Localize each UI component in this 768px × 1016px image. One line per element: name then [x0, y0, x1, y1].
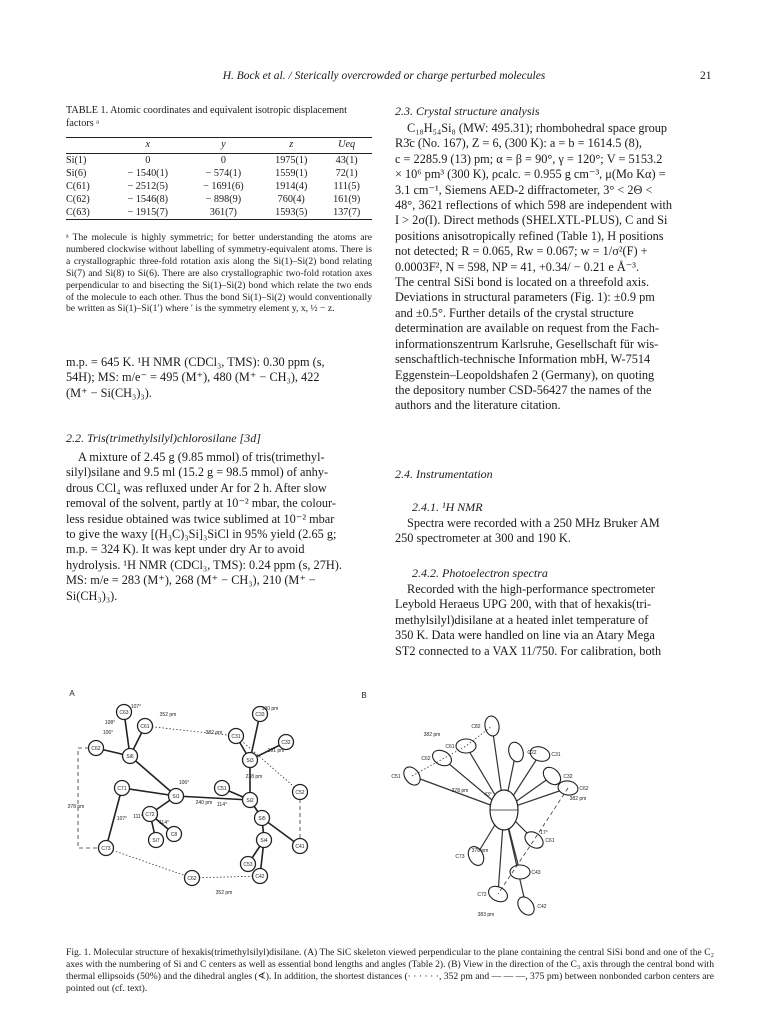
- text-line: senschaftlich-technische Information mbH, W-7514: [395, 352, 651, 367]
- table-cell: − 1915(7): [127, 207, 169, 218]
- table-cell: 111(5): [333, 181, 360, 192]
- measurement-label: 382 pm: [423, 732, 441, 738]
- table-cell: 1593(5): [275, 207, 308, 218]
- table-cell: − 898(9): [205, 194, 242, 205]
- atom-label: C52: [295, 790, 305, 796]
- text-line: × 10⁶ pm³ (300 K), ρcalc. = 0.955 g cm⁻³, μ(Mo Kα) =: [395, 167, 666, 182]
- atom-label: Si3: [246, 758, 254, 764]
- section-2-3-paragraph: [395, 121, 711, 414]
- text-line: removal of the solvent, partly at 10⁻² mbar, the colour-: [66, 496, 336, 511]
- measurement-label: 107°: [116, 816, 128, 822]
- contact-dotted-line: [192, 876, 260, 878]
- atom-label: C31: [231, 734, 241, 740]
- table-cell: − 1546(8): [127, 194, 169, 205]
- table-cell: − 574(1): [205, 168, 242, 179]
- text-line: Si(CH₃)₃).: [66, 588, 118, 603]
- table-row: [66, 193, 372, 206]
- atom-label: C62: [579, 786, 589, 792]
- col-header: Ueq: [338, 139, 356, 150]
- atom-label: C72: [477, 892, 487, 898]
- col-header: [66, 138, 110, 154]
- atom-label: C32: [281, 740, 291, 746]
- table-cell: 0: [220, 155, 226, 166]
- section-2-2-paragraph: [66, 450, 372, 604]
- text-line: Recorded with the high-performance spectrometer: [407, 582, 655, 596]
- text-line: less residue obtained was twice sublimed at 10⁻² mbar: [66, 511, 335, 526]
- atom-label: C62: [187, 876, 197, 882]
- measurement-label: 114°: [217, 802, 227, 808]
- atom-ellipsoid: [514, 894, 537, 918]
- table-cell: 1914(4): [275, 181, 308, 192]
- text-line: silyl)silane and 9.5 ml (15.2 g = 98.5 mmol) of anhy-: [66, 465, 329, 480]
- text-line: 54H); MS: m/e⁻ = 495 (M⁺), 480 (M⁺ − CH₃), 422: [66, 370, 320, 385]
- text-line: to give the waxy [(H₃C)₃Si]₃SiCl in 95% yield (2.65 g;: [66, 527, 337, 542]
- text-line: Eggenstein–Leopoldshafen 2 (Germany), on quoting: [395, 367, 655, 382]
- table-cell: Si(6): [66, 168, 87, 179]
- atom-label: Si1: [172, 794, 180, 800]
- text-line: MS: m/e = 283 (M⁺), 268 (M⁺ − CH₃), 210 (M⁺ −: [66, 573, 316, 588]
- table-footnote: ᵃ The molecule is highly symmetric; for better understanding the atoms are numbered clockwise without labelling of symmetry-equivalent atoms. There is a crystallographic three-fold rotation axis along the Si(1)–Si(2) bond relating Si(7) and Si(8) to Si(6). There are also crystallographic two-fold rotation axes perpendicular to and bisecting the Si(1)–Si(2) bond which relate the two ends of the molecule to each other. Thus the bond Si(1)–Si(2) would conventionally be written as Si(1)–Si(1′) where ′ is the symmetry element y, x, ½ − z.: [66, 232, 372, 315]
- table-row: [66, 154, 372, 168]
- table-cell: C(61): [66, 181, 90, 192]
- panel-a: [68, 689, 308, 896]
- coordinates-table: [66, 137, 372, 220]
- atom-label: C32: [563, 774, 573, 780]
- text-line: informationszentrum Karlsruhe, Gesellschaft für wis-: [395, 336, 659, 351]
- atom-label: C61: [140, 724, 150, 730]
- text-line: The central SiSi bond is located on a threefold axis.: [395, 275, 650, 290]
- table-cell: 0: [145, 155, 151, 166]
- table-row: [66, 167, 372, 180]
- mp-paragraph: [66, 355, 372, 401]
- atom-label: C31: [551, 752, 561, 758]
- atom-label: C53: [243, 862, 253, 868]
- text-line: m.p. = 645 K. ¹H NMR (CDCl₃, TMS): 0.30 ppm (s,: [66, 355, 325, 369]
- text-line: I > 2σ(I). Direct methods (SHELXTL-PLUS), C and Si: [395, 213, 668, 228]
- figure-caption: Fig. 1. Molecular structure of hexakis(trimethylsilyl)disilane. (A) The SiC skeleton viewed perpendicular to the plane containing the central SiSi bond and one of the C₂ axes with the numbering of Si and C centers as well as essential bond lengths and angles (Table 2). (B) View in the direction of the C₃ axis through the central bond with thermal ellipsoids (50%) and the dihedral angles (∢). In addition, the shortest distances (· · · · · ·, 352 pm and — — —, 375 pm) between nonbonded carbon centers are pointed out (cf. text).: [66, 947, 715, 994]
- section-2-4-2-paragraph: [395, 582, 711, 659]
- measurement-label: 378 pm: [67, 804, 85, 810]
- table-cell: 361(7): [209, 207, 237, 218]
- col-header: z: [289, 139, 294, 150]
- atom-label: Si7: [152, 838, 160, 844]
- text-line: Deviations in structural parameters (Fig. 1): ±0.9 pm: [395, 290, 655, 305]
- measurement-label: 107°: [130, 704, 142, 710]
- atom-label: C8: [170, 832, 178, 838]
- measurement-label: 17°: [540, 830, 548, 836]
- atom-label: C51: [391, 774, 401, 780]
- text-line: hydrolysis. ¹H NMR (CDCl₃, TMS): 0.24 ppm (s, 27H).: [66, 557, 342, 572]
- atom-label: C73: [455, 854, 465, 860]
- table-cell: C(62): [66, 194, 90, 205]
- text-line: c = 2285.9 (13) pm; α = β = 90°, γ = 120°; V = 5153.2: [395, 151, 663, 166]
- text-line: 3.1 cm⁻¹, Siemens AED-2 diffractometer, 3° < 2Θ <: [395, 182, 653, 197]
- table-cell: 72(1): [335, 168, 358, 179]
- measurement-label: 352 pm: [215, 890, 233, 896]
- measurement-label: 43°: [484, 792, 492, 798]
- section-2-4-1-paragraph: [395, 516, 711, 547]
- bond-line: [176, 796, 250, 800]
- table-cell: 161(9): [333, 194, 361, 205]
- atom-label: C61: [545, 838, 555, 844]
- atom-label: C41: [295, 844, 305, 850]
- text-line: m.p. = 324 K). It was kept under dry Ar to avoid: [66, 542, 305, 557]
- table-cell: 1559(1): [275, 168, 308, 179]
- section-heading-2-4-1: 2.4.1. ¹H NMR: [412, 500, 483, 514]
- contact-dashed-line: [78, 748, 106, 848]
- table-cell: − 1691(6): [203, 181, 244, 192]
- text-line: C₁₈H₅₄Si₈ (MW: 495.31); rhombohedral space group: [407, 121, 668, 135]
- measurement-label: 106°: [102, 730, 114, 736]
- atom-label: C82: [471, 724, 481, 730]
- page-number: 21: [700, 70, 712, 82]
- table-cell: Si(1): [66, 155, 87, 166]
- atom-label: Si2: [246, 798, 254, 804]
- running-title: H. Bock et al. / Sterically overcrowded or charge perturbed molecules: [222, 70, 546, 82]
- atom-label: C43: [531, 870, 541, 876]
- text-line: authors and the literature citation.: [395, 398, 561, 413]
- measurement-label: 190 pm: [261, 706, 279, 712]
- contact-dotted-line: [106, 848, 192, 878]
- section-heading-2-2: 2.2. Tris(trimethylsilyl)chlorosilane [3d]: [66, 431, 261, 445]
- table-cell: 760(4): [277, 194, 305, 205]
- text-line: and ±0.5°. Further details of the crystal structure: [395, 305, 634, 320]
- measurement-label: 111°: [133, 814, 143, 820]
- atom-label: C73: [101, 846, 111, 852]
- text-line: Spectra were recorded with a 250 MHz Bruker AM: [407, 516, 660, 530]
- atom-label: Si4: [260, 838, 268, 844]
- text-line: methylsilyl)disilane at a heated inlet temperature of: [395, 612, 649, 627]
- text-line: ST2 connected to a VAX 11/750. For calibration, both: [395, 643, 662, 658]
- atom-label: C22: [527, 750, 537, 756]
- table-cell: C(63): [66, 207, 90, 218]
- contact-dotted-line: [145, 726, 236, 736]
- table-cell: − 2512(5): [127, 181, 169, 192]
- text-line: Leybold Heraeus UPG 200, with that of hexakis(tri-: [395, 597, 652, 612]
- atom-label: Si6: [126, 754, 134, 760]
- text-line: A mixture of 2.45 g (9.85 mmol) of tris(trimethyl-: [78, 450, 325, 464]
- text-line: (M⁺ − Si(CH₃)₃).: [66, 385, 152, 400]
- col-header: x: [145, 139, 151, 150]
- atom-label: C63: [119, 710, 129, 716]
- text-line: positions anisotropically refined (Table 1), H positions: [395, 228, 664, 243]
- section-heading-2-4-2: 2.4.2. Photoelectron spectra: [412, 566, 548, 580]
- atom-label: C71: [117, 786, 127, 792]
- section-heading-2-4: 2.4. Instrumentation: [395, 467, 493, 481]
- text-line: 350 K. Data were handled on line via an Atary Mega: [395, 628, 655, 643]
- atom-ellipsoid: [506, 740, 525, 763]
- measurement-label: 240 pm: [195, 800, 213, 806]
- table-cell: − 1540(1): [127, 168, 169, 179]
- atom-label: Si5: [258, 816, 266, 822]
- atom-label: C62: [421, 756, 431, 762]
- measurement-label: 383 pm: [477, 912, 495, 918]
- section-heading-2-3: 2.3. Crystal structure analysis: [395, 104, 540, 118]
- measurement-label: 114°: [159, 820, 169, 826]
- measurement-label: 238 pm: [245, 774, 263, 780]
- measurement-label: 382 pm: [205, 730, 223, 736]
- text-line: not detected; R = 0.065, Rw = 0.067; w = 1/σ²(F) +: [395, 244, 648, 259]
- table-row: [66, 206, 372, 220]
- col-header: y: [221, 139, 226, 150]
- panel-a-label: A: [69, 689, 75, 698]
- atom-label: C51: [217, 786, 227, 792]
- measurement-label: 191 pm: [267, 748, 285, 754]
- atom-label: C61: [445, 744, 455, 750]
- text-line: drous CCl₄ was refluxed under Ar for 2 h. After slow: [66, 480, 327, 495]
- text-line: the depository number CSD-56427 the names of the: [395, 382, 652, 397]
- table-caption: TABLE 1. Atomic coordinates and equivalent isotropic displacement factors ᵃ: [66, 105, 347, 129]
- text-line: 48°, 3621 reflections of which 598 are independent with: [395, 198, 673, 213]
- text-line: 250 spectrometer at 300 and 190 K.: [395, 531, 571, 546]
- table-row: [66, 180, 372, 193]
- text-line: R3̄c (No. 167), Z = 6, (300 K): a = b = 1614.5 (8),: [395, 136, 642, 151]
- panel-b: [361, 691, 588, 918]
- table-cell: 43(1): [335, 155, 358, 166]
- measurement-label: 106°: [178, 780, 190, 786]
- measurement-label: 378 pm: [471, 848, 489, 854]
- panel-b-label: B: [361, 691, 367, 700]
- atom-label: C72: [145, 812, 155, 818]
- measurement-label: 352 pm: [159, 712, 177, 718]
- atom-label: C42: [255, 874, 265, 880]
- atom-label: C42: [537, 904, 547, 910]
- atom-label: C62: [91, 746, 101, 752]
- measurement-label: 382 pm: [569, 796, 587, 802]
- text-line: determination are available on request from the Fach-: [395, 321, 659, 336]
- table-cell: 137(7): [333, 207, 361, 218]
- measurement-label: 108°: [104, 720, 116, 726]
- text-line: 0.0003F², N = 598, NP = 41, +0.34/ − 0.21 e Å⁻³.: [395, 259, 640, 274]
- measurement-label: 378 pm: [451, 788, 469, 794]
- atom-label: C33: [255, 712, 265, 718]
- table-cell: 1975(1): [275, 155, 308, 166]
- molecular-structure-figure: [64, 688, 714, 946]
